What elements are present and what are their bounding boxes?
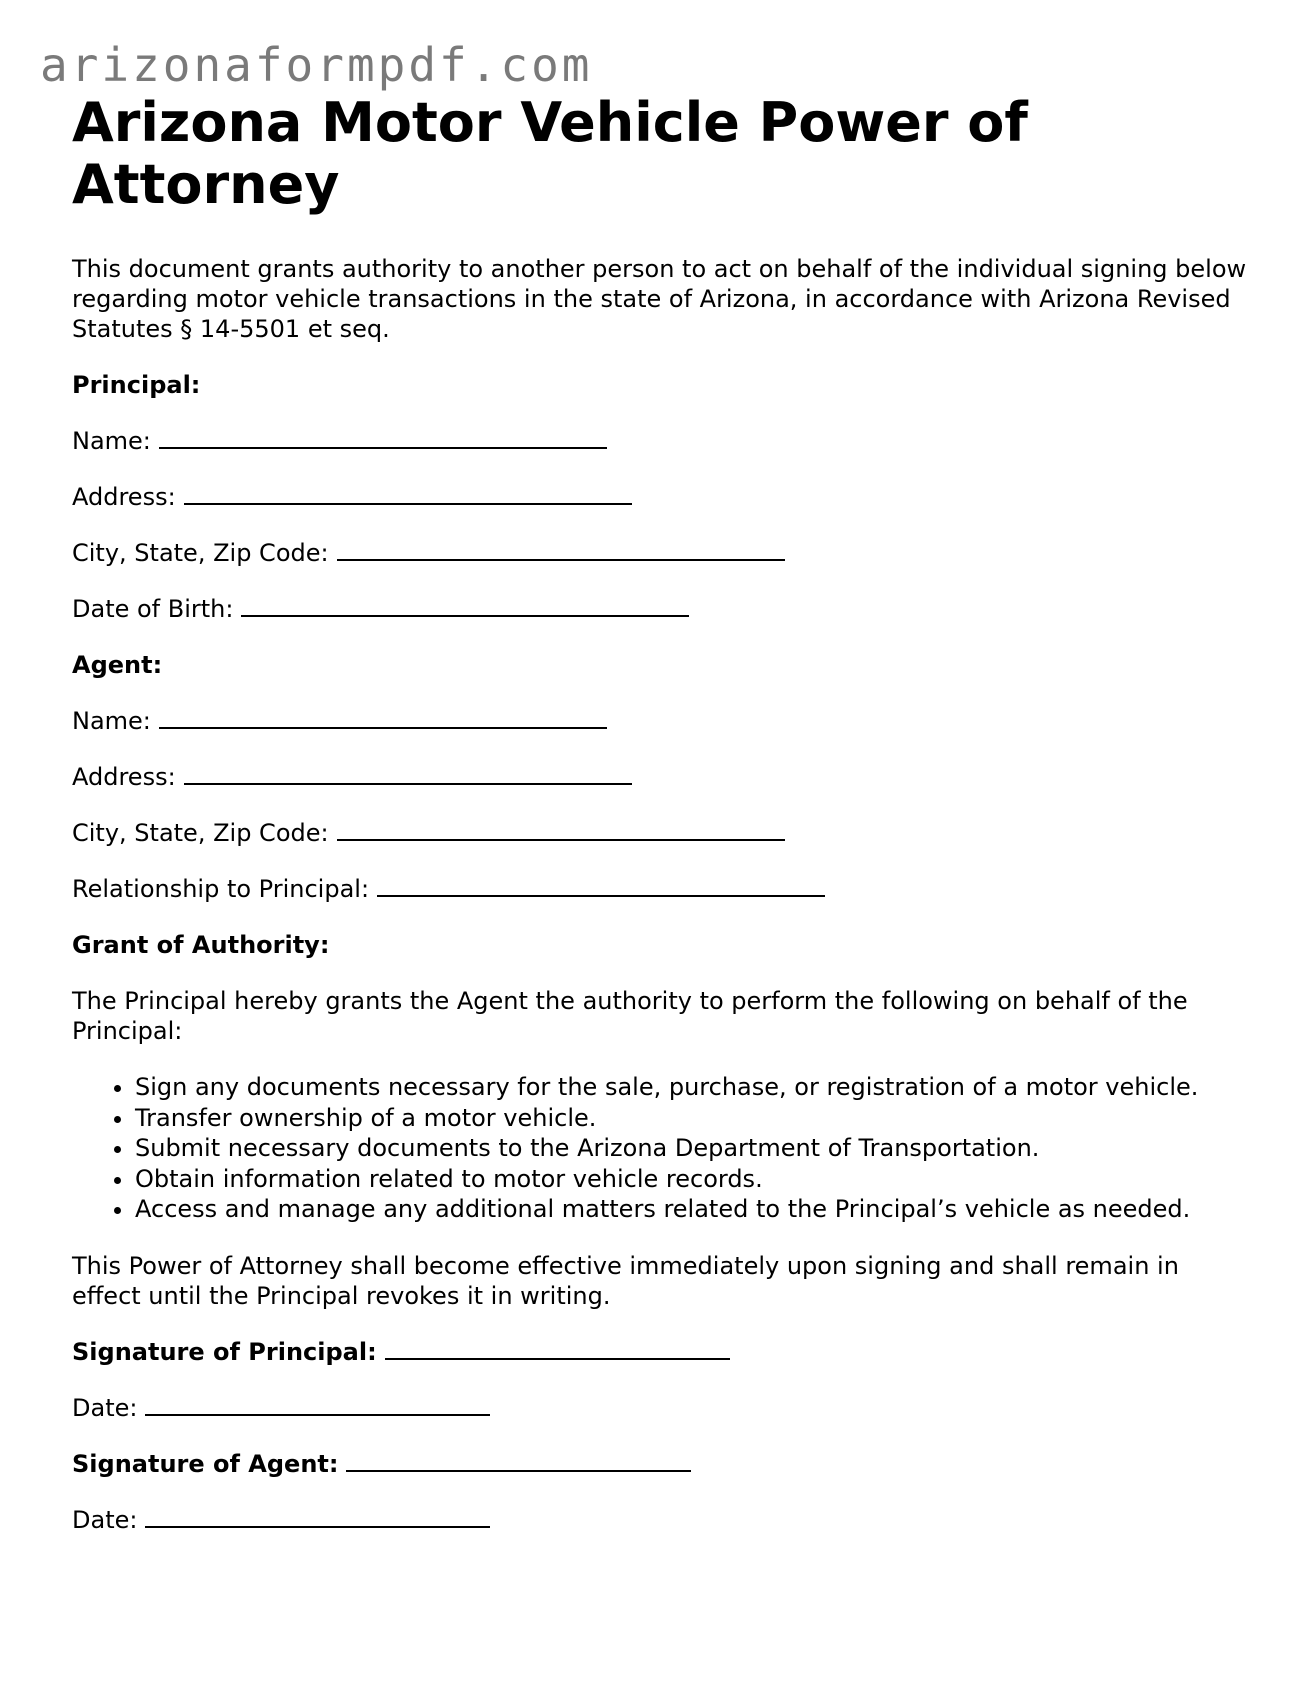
principal-city-label: City, State, Zip Code: (72, 539, 329, 567)
agent-relationship-label: Relationship to Principal: (72, 875, 370, 903)
principal-signature-line[interactable] (385, 1357, 730, 1360)
grant-heading: Grant of Authority: (72, 931, 330, 959)
principal-date-field (72, 1393, 1252, 1423)
authority-list (72, 1072, 1252, 1225)
principal-dob-field (72, 594, 1252, 624)
principal-address-line[interactable] (184, 502, 632, 505)
document-title: Arizona Motor Vehicle Power of Attorney (72, 91, 1028, 216)
principal-city-field (72, 538, 1252, 568)
agent-address-field (72, 762, 1252, 792)
agent-heading: Agent: (72, 651, 163, 679)
principal-date-label: Date: (72, 1393, 138, 1422)
agent-name-line[interactable] (159, 726, 607, 729)
principal-date-line[interactable] (145, 1413, 490, 1416)
principal-address-field (72, 482, 1252, 512)
list-item: • Access and manage any additional matters related to the Principal’s vehicle as needed. (135, 1194, 1252, 1225)
agent-signature-line[interactable] (346, 1469, 691, 1472)
list-item: • Sign any documents necessary for the sale, purchase, or registration of a motor vehicle. (135, 1072, 1252, 1103)
agent-date-line[interactable] (145, 1525, 490, 1528)
list-item: • Transfer ownership of a motor vehicle. (135, 1103, 1252, 1134)
agent-date-label: Date: (72, 1505, 138, 1534)
agent-city-label: City, State, Zip Code: (72, 819, 329, 847)
principal-name-line[interactable] (159, 446, 607, 449)
closing-paragraph: This Power of Attorney shall become effective immediately upon signing and shall remain in effect until the Principal revokes it in writing. (72, 1251, 1179, 1310)
intro-paragraph: This document grants authority to another person to act on behalf of the individual signing below regarding motor vehicle transactions in the state of Arizona, in accordance with Arizona Revised Statutes § 14-5501 et seq. (72, 255, 1247, 343)
principal-city-line[interactable] (337, 558, 785, 561)
agent-signature-label: Signature of Agent: (72, 1449, 339, 1478)
list-item: • Submit necessary documents to the Arizona Department of Transportation. (135, 1133, 1252, 1164)
agent-relationship-line[interactable] (377, 894, 825, 897)
principal-name-label: Name: (72, 427, 151, 455)
principal-name-field (72, 426, 1252, 456)
principal-address-label: Address: (72, 483, 176, 511)
principal-dob-label: Date of Birth: (72, 595, 234, 623)
agent-address-line[interactable] (184, 782, 632, 785)
document-body (72, 92, 1252, 1535)
agent-city-line[interactable] (337, 838, 785, 841)
principal-heading: Principal: (72, 371, 201, 399)
agent-relationship-field (72, 874, 1252, 904)
grant-paragraph: The Principal hereby grants the Agent the authority to perform the following on behalf of the Principal: (72, 987, 1188, 1045)
list-item: • Obtain information related to motor vehicle records. (135, 1164, 1252, 1195)
agent-date-field (72, 1505, 1252, 1535)
agent-city-field (72, 818, 1252, 848)
principal-signature-label: Signature of Principal: (72, 1337, 377, 1366)
agent-name-label: Name: (72, 707, 151, 735)
principal-dob-line[interactable] (241, 614, 689, 617)
agent-address-label: Address: (72, 763, 176, 791)
principal-signature-field (72, 1337, 1252, 1367)
agent-name-field (72, 706, 1252, 736)
watermark: arizonaformpdf.com (40, 38, 593, 92)
agent-signature-field (72, 1449, 1252, 1479)
